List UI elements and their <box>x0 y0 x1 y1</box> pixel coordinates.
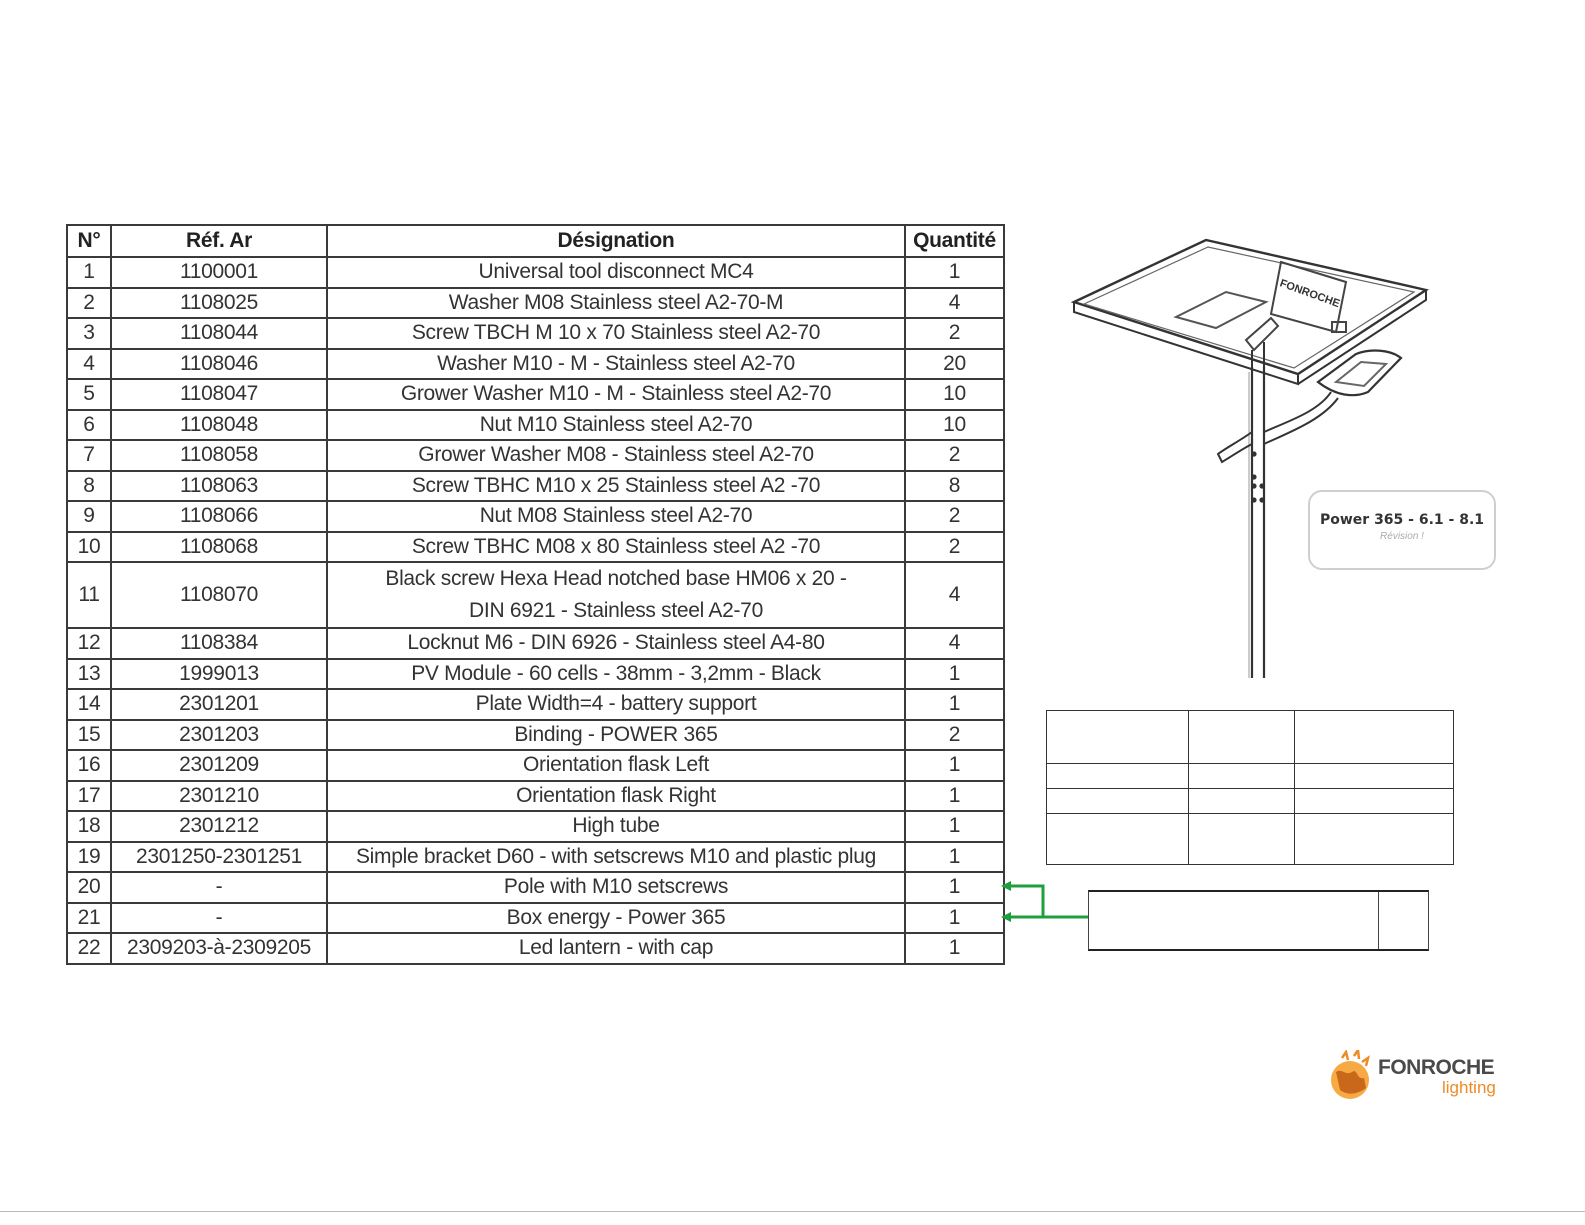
cell-num: 20 <box>67 872 111 903</box>
cell-num: 7 <box>67 440 111 471</box>
table-row <box>67 349 1004 380</box>
grid-row <box>1047 789 1454 814</box>
cell-qty: 20 <box>905 349 1004 380</box>
cell-ref: - <box>111 903 327 934</box>
box-divider <box>1378 892 1379 949</box>
grid-cell <box>1295 711 1454 764</box>
table-row <box>67 872 1004 903</box>
cell-ref: 2301209 <box>111 750 327 781</box>
table-row <box>67 689 1004 720</box>
cell-num: 1 <box>67 257 111 288</box>
empty-note-box <box>1088 890 1429 951</box>
table-row <box>67 842 1004 873</box>
designation-line-1: Black screw Hexa Head notched base HM06 x 20 - <box>385 567 847 590</box>
cell-qty: 2 <box>905 532 1004 563</box>
cell-qty: 2 <box>905 318 1004 349</box>
cell-qty: 1 <box>905 750 1004 781</box>
cell-qty: 1 <box>905 257 1004 288</box>
cell-designation: Orientation flask Left <box>327 750 905 781</box>
table-row <box>67 720 1004 751</box>
cell-ref: 2301203 <box>111 720 327 751</box>
cell-ref: 1108048 <box>111 410 327 441</box>
cell-num: 21 <box>67 903 111 934</box>
cell-designation: Box energy - Power 365 <box>327 903 905 934</box>
grid-cell <box>1189 711 1295 764</box>
cell-designation: Orientation flask Right <box>327 781 905 812</box>
cell-ref: 1108046 <box>111 349 327 380</box>
table-row <box>67 440 1004 471</box>
logo-sub-text: lighting <box>1442 1078 1496 1097</box>
cell-designation: Simple bracket D60 - with setscrews M10 and plastic plug <box>327 842 905 873</box>
cell-num: 11 <box>67 562 111 628</box>
table-row <box>67 471 1004 502</box>
cell-qty: 4 <box>905 562 1004 628</box>
cell-ref: 1108063 <box>111 471 327 502</box>
cell-qty: 4 <box>905 628 1004 659</box>
product-name: Power 365 - 6.1 - 8.1 <box>1319 512 1485 528</box>
cell-designation: Screw TBHC M10 x 25 Stainless steel A2 -70 <box>327 471 905 502</box>
logo-brand-text: FONROCHE <box>1378 1056 1495 1079</box>
cell-ref: 1100001 <box>111 257 327 288</box>
cell-ref: 2301210 <box>111 781 327 812</box>
cell-qty: 2 <box>905 720 1004 751</box>
cell-qty: 1 <box>905 842 1004 873</box>
table-row <box>67 410 1004 441</box>
cell-designation: Plate Width=4 - battery support <box>327 689 905 720</box>
cell-designation: Screw TBCH M 10 x 70 Stainless steel A2-70 <box>327 318 905 349</box>
cell-ref: 2301201 <box>111 689 327 720</box>
cell-qty: 1 <box>905 872 1004 903</box>
grid-cell <box>1047 814 1189 865</box>
cell-ref: 1108047 <box>111 379 327 410</box>
panel-brand-text: FONROCHE <box>1278 277 1342 311</box>
cell-designation: Grower Washer M10 - M - Stainless steel A2-70 <box>327 379 905 410</box>
cell-num: 22 <box>67 933 111 964</box>
cell-qty: 8 <box>905 471 1004 502</box>
cell-ref: 2301212 <box>111 811 327 842</box>
cell-qty: 1 <box>905 689 1004 720</box>
globe-logo-icon <box>1328 1050 1374 1102</box>
cell-designation: Grower Washer M08 - Stainless steel A2-70 <box>327 440 905 471</box>
cell-num: 14 <box>67 689 111 720</box>
cell-ref: 2309203-à-2309205 <box>111 933 327 964</box>
cell-ref: 1108068 <box>111 532 327 563</box>
cell-qty: 4 <box>905 288 1004 319</box>
cell-num: 4 <box>67 349 111 380</box>
cell-num: 19 <box>67 842 111 873</box>
fonroche-logo <box>1328 1048 1518 1108</box>
table-row <box>67 811 1004 842</box>
cell-ref: 1108066 <box>111 501 327 532</box>
cell-designation: High tube <box>327 811 905 842</box>
cell-num: 6 <box>67 410 111 441</box>
grid-cell <box>1295 764 1454 789</box>
streetlight-illustration <box>1056 222 1506 678</box>
table-row <box>67 750 1004 781</box>
bottom-rule <box>0 1211 1585 1212</box>
cell-num: 10 <box>67 532 111 563</box>
table-row <box>67 501 1004 532</box>
cell-ref: 1108384 <box>111 628 327 659</box>
cell-designation: Washer M10 - M - Stainless steel A2-70 <box>327 349 905 380</box>
cell-qty: 1 <box>905 659 1004 690</box>
grid-cell <box>1189 789 1295 814</box>
table-row <box>67 288 1004 319</box>
cell-designation: Universal tool disconnect MC4 <box>327 257 905 288</box>
cell-designation: Locknut M6 - DIN 6926 - Stainless steel A4-80 <box>327 628 905 659</box>
cell-designation: PV Module - 60 cells - 38mm - 3,2mm - Black <box>327 659 905 690</box>
grid-cell <box>1295 789 1454 814</box>
arrowhead-icon <box>1001 881 1011 891</box>
header-ref: Réf. Ar <box>111 225 327 257</box>
header-num: N° <box>67 225 111 257</box>
cell-qty: 10 <box>905 379 1004 410</box>
cell-num: 5 <box>67 379 111 410</box>
cell-num: 16 <box>67 750 111 781</box>
cell-num: 13 <box>67 659 111 690</box>
cell-qty: 1 <box>905 811 1004 842</box>
header-qty: Quantité <box>905 225 1004 257</box>
table-row <box>67 562 1004 628</box>
cell-qty: 10 <box>905 410 1004 441</box>
arrow-row-19 <box>1009 886 1088 917</box>
cell-designation: Pole with M10 setscrews <box>327 872 905 903</box>
table-row <box>67 781 1004 812</box>
table-header-row <box>67 225 1004 257</box>
table-row <box>67 933 1004 964</box>
cell-num: 15 <box>67 720 111 751</box>
designation-line-2: DIN 6921 - Stainless steel A2-70 <box>469 599 763 622</box>
cell-ref: 1108025 <box>111 288 327 319</box>
grid-cell <box>1189 814 1295 865</box>
pointer-arrows <box>995 870 1095 930</box>
cell-ref: 1999013 <box>111 659 327 690</box>
grid-row <box>1047 711 1454 764</box>
cell-designation: Led lantern - with cap <box>327 933 905 964</box>
cell-qty: 2 <box>905 440 1004 471</box>
cell-num: 2 <box>67 288 111 319</box>
product-label-card <box>1308 490 1496 570</box>
cell-num: 18 <box>67 811 111 842</box>
cell-qty: 1 <box>905 781 1004 812</box>
cell-ref: - <box>111 872 327 903</box>
arrowhead-icon <box>1001 912 1011 922</box>
grid-row <box>1047 814 1454 865</box>
table-row <box>67 903 1004 934</box>
grid-cell <box>1295 814 1454 865</box>
grid-cell <box>1047 789 1189 814</box>
cell-qty: 1 <box>905 903 1004 934</box>
cell-num: 9 <box>67 501 111 532</box>
grid-cell <box>1047 764 1189 789</box>
cell-num: 8 <box>67 471 111 502</box>
cell-designation <box>327 562 905 628</box>
grid-cell <box>1189 764 1295 789</box>
table-row <box>67 257 1004 288</box>
table-row <box>67 628 1004 659</box>
cell-designation: Binding - POWER 365 <box>327 720 905 751</box>
cell-designation: Washer M08 Stainless steel A2-70-M <box>327 288 905 319</box>
grid-row <box>1047 764 1454 789</box>
cell-qty: 1 <box>905 933 1004 964</box>
cell-qty: 2 <box>905 501 1004 532</box>
cell-ref: 1108058 <box>111 440 327 471</box>
header-designation: Désignation <box>327 225 905 257</box>
cell-ref: 2301250-2301251 <box>111 842 327 873</box>
table-row <box>67 659 1004 690</box>
cell-num: 12 <box>67 628 111 659</box>
revision-grid <box>1046 710 1454 865</box>
cell-designation: Screw TBHC M08 x 80 Stainless steel A2 -70 <box>327 532 905 563</box>
cell-num: 17 <box>67 781 111 812</box>
grid-cell <box>1047 711 1189 764</box>
cell-ref: 1108044 <box>111 318 327 349</box>
cell-designation: Nut M08 Stainless steel A2-70 <box>327 501 905 532</box>
revision-label: Révision ! <box>1380 531 1424 542</box>
table-row <box>67 379 1004 410</box>
cell-ref: 1108070 <box>111 562 327 628</box>
cell-num: 3 <box>67 318 111 349</box>
parts-table <box>66 224 1005 965</box>
cell-designation: Nut M10 Stainless steel A2-70 <box>327 410 905 441</box>
table-row <box>67 532 1004 563</box>
table-row <box>67 318 1004 349</box>
